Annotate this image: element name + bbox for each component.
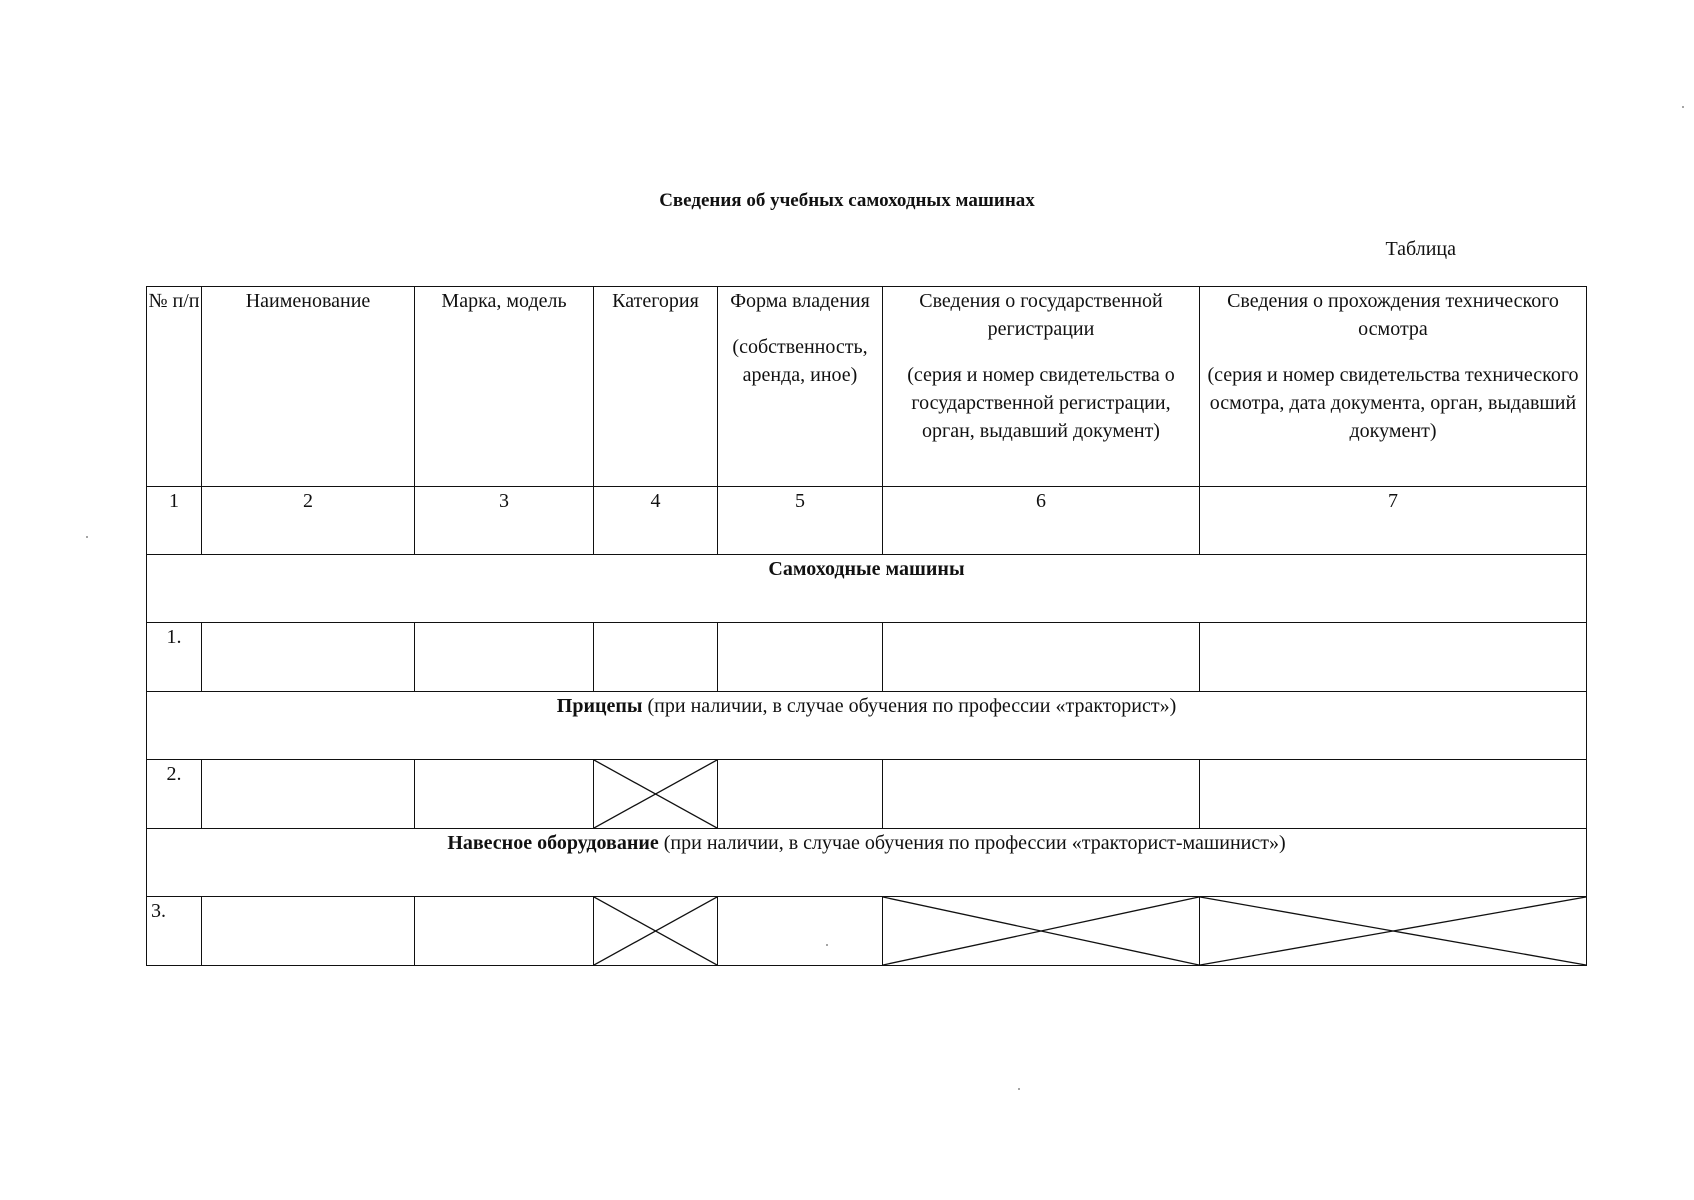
empty-cell — [718, 897, 883, 966]
row-number-cell: 3. — [147, 897, 202, 966]
col-header-model: Марка, модель — [415, 287, 594, 487]
scan-speck — [1018, 1088, 1020, 1090]
table-caption: Таблица — [1385, 238, 1456, 260]
column-number: 7 — [1200, 487, 1587, 555]
column-number: 4 — [594, 487, 718, 555]
empty-cell — [202, 760, 415, 829]
machines-table — [146, 286, 1587, 966]
empty-cell — [415, 760, 594, 829]
row-number-cell: 1. — [147, 623, 202, 692]
scan-speck — [1682, 106, 1684, 108]
empty-cell — [883, 623, 1200, 692]
crossed-out-cell — [1200, 897, 1587, 966]
crossed-out-cell — [883, 897, 1200, 966]
section-row-self-propelled — [147, 555, 1587, 623]
column-number-row — [147, 487, 1587, 555]
section-heading: Навесное оборудование (при наличии, в случае обучения по профессии «тракторист-машинист») — [147, 829, 1587, 897]
row-number-cell: 2. — [147, 760, 202, 829]
col-header-ownership: Форма владения (собственность, аренда, иное) — [718, 287, 883, 487]
empty-cell — [718, 760, 883, 829]
table-row — [147, 623, 1587, 692]
empty-cell — [415, 623, 594, 692]
column-number: 3 — [415, 487, 594, 555]
cross-out-icon — [883, 897, 1199, 965]
cross-out-icon — [594, 897, 717, 965]
empty-cell — [1200, 623, 1587, 692]
col-header-inspection: Сведения о прохождения технического осмотра (серия и номер свидетельства технического осмотра, дата документа, орган, выдавший документ) — [1200, 287, 1587, 487]
section-row-attachments — [147, 829, 1587, 897]
section-heading: Самоходные машины — [147, 555, 1587, 623]
document-title: Сведения об учебных самоходных машинах — [659, 190, 1035, 211]
section-row-trailers — [147, 692, 1587, 760]
column-number: 6 — [883, 487, 1200, 555]
empty-cell — [415, 897, 594, 966]
empty-cell — [202, 623, 415, 692]
empty-cell — [202, 897, 415, 966]
crossed-out-cell — [594, 897, 718, 966]
column-number: 2 — [202, 487, 415, 555]
column-number: 1 — [147, 487, 202, 555]
empty-cell — [718, 623, 883, 692]
section-heading: Прицепы (при наличии, в случае обучения по профессии «тракторист») — [147, 692, 1587, 760]
empty-cell — [594, 623, 718, 692]
scan-speck — [826, 944, 828, 946]
scan-speck — [86, 536, 88, 538]
col-header-name: Наименование — [202, 287, 415, 487]
cross-out-icon — [1200, 897, 1586, 965]
header-row — [147, 287, 1587, 487]
empty-cell — [883, 760, 1200, 829]
crossed-out-cell — [594, 760, 718, 829]
col-header-number: № п/п — [147, 287, 202, 487]
table-row — [147, 897, 1587, 966]
table-row — [147, 760, 1587, 829]
empty-cell — [1200, 760, 1587, 829]
cross-out-icon — [594, 760, 717, 828]
col-header-registration: Сведения о государственной регистрации (серия и номер свидетельства о государственной регистрации, орган, выдавший документ) — [883, 287, 1200, 487]
column-number: 5 — [718, 487, 883, 555]
col-header-category: Категория — [594, 287, 718, 487]
